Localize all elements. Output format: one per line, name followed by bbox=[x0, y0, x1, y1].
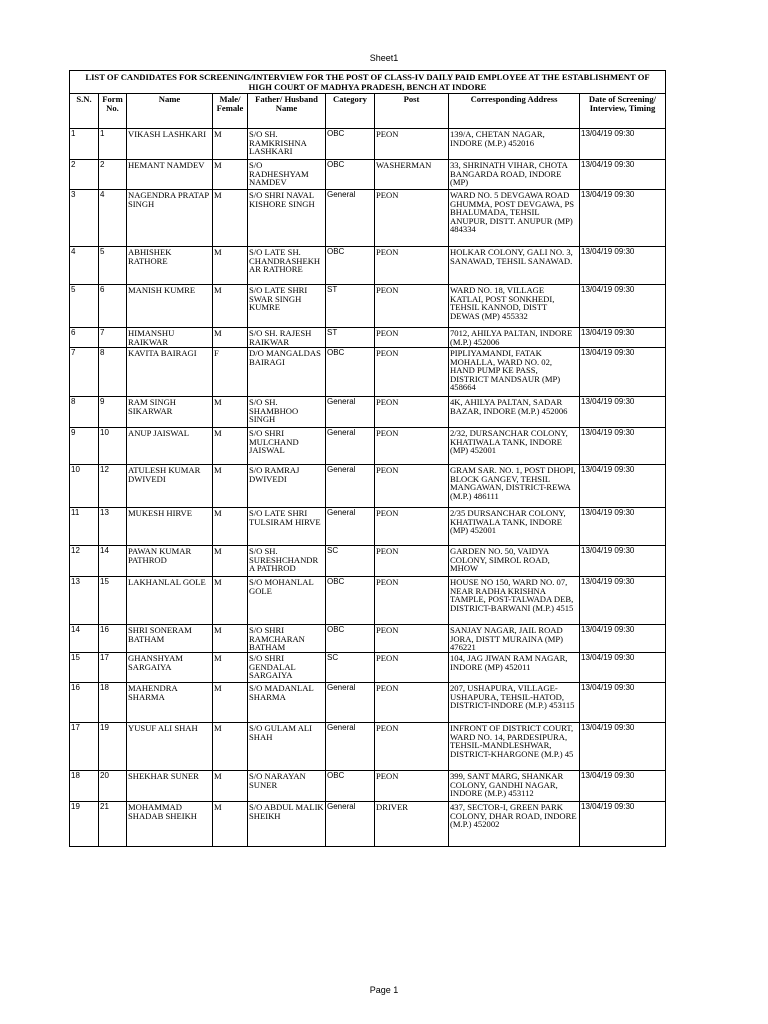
table-row bbox=[70, 397, 666, 428]
cell-gender: M bbox=[213, 771, 248, 802]
cell-name: GHANSHYAM SARGAIYA bbox=[127, 653, 213, 683]
cell-date-timing: 13/04/19 09:30 bbox=[580, 683, 666, 723]
cell-date-timing: 13/04/19 09:30 bbox=[580, 247, 666, 285]
cell-name: SHRI SONERAM BATHAM bbox=[127, 625, 213, 653]
cell-father-husband-name: S/O LATE SH. CHANDRASHEKHAR RATHORE bbox=[248, 247, 326, 285]
cell-form-no: 14 bbox=[99, 546, 127, 577]
cell-form-no: 16 bbox=[99, 625, 127, 653]
cell-date-timing: 13/04/19 09:30 bbox=[580, 802, 666, 847]
cell-address: GARDEN NO. 50, VAIDYA COLONY, SIMROL ROAD, MHOW bbox=[449, 546, 580, 577]
cell-date-timing: 13/04/19 09:30 bbox=[580, 285, 666, 328]
cell-category: General bbox=[326, 428, 375, 465]
cell-form-no: 17 bbox=[99, 653, 127, 683]
cell-name: LAKHANLAL GOLE bbox=[127, 577, 213, 625]
cell-post: PEON bbox=[375, 653, 449, 683]
cell-name: MANISH KUMRE bbox=[127, 285, 213, 328]
cell-name: NAGENDRA PRATAP SINGH bbox=[127, 190, 213, 247]
cell-name: YUSUF ALI SHAH bbox=[127, 723, 213, 771]
cell-father-husband-name: S/O SHRI RAMCHARAN BATHAM bbox=[248, 625, 326, 653]
cell-form-no: 12 bbox=[99, 465, 127, 508]
cell-sn: 13 bbox=[70, 577, 99, 625]
cell-address: 4K, AHILYA PALTAN, SADAR BAZAR, INDORE (M.P.) 452006 bbox=[449, 397, 580, 428]
header-father-husband-name: Father/ Husband Name bbox=[248, 94, 326, 129]
cell-address: 7012, AHILYA PALTAN, INDORE (M.P.) 452006 bbox=[449, 328, 580, 348]
cell-post: PEON bbox=[375, 683, 449, 723]
cell-date-timing: 13/04/19 09:30 bbox=[580, 190, 666, 247]
cell-post: PEON bbox=[375, 328, 449, 348]
cell-form-no: 15 bbox=[99, 577, 127, 625]
cell-post: PEON bbox=[375, 546, 449, 577]
cell-gender: M bbox=[213, 546, 248, 577]
cell-form-no: 20 bbox=[99, 771, 127, 802]
cell-sn: 18 bbox=[70, 771, 99, 802]
cell-name: SHEKHAR SUNER bbox=[127, 771, 213, 802]
table-row bbox=[70, 723, 666, 771]
cell-category: ST bbox=[326, 285, 375, 328]
header-category: Category bbox=[326, 94, 375, 129]
cell-sn: 11 bbox=[70, 508, 99, 546]
cell-category: SC bbox=[326, 546, 375, 577]
cell-name: RAM SINGH SIKARWAR bbox=[127, 397, 213, 428]
sheet-name: Sheet1 bbox=[369, 53, 399, 63]
cell-address: WARD NO. 18, VILLAGE KATLAI, POST SONKHEDI, TEHSIL KANNOD, DISTT DEWAS (MP) 455332 bbox=[449, 285, 580, 328]
cell-address: INFRONT OF DISTRICT COURT, WARD NO. 14, PARDESIPURA, TEHSIL-MANDLESHWAR, DISTRICT-KHARGONE (M.P.) 45 bbox=[449, 723, 580, 771]
cell-name: HEMANT NAMDEV bbox=[127, 160, 213, 190]
cell-post: DRIVER bbox=[375, 802, 449, 847]
cell-gender: M bbox=[213, 160, 248, 190]
cell-father-husband-name: S/O MOHANLAL GOLE bbox=[248, 577, 326, 625]
cell-post: PEON bbox=[375, 348, 449, 397]
cell-gender: M bbox=[213, 129, 248, 160]
cell-father-husband-name: S/O LATE SHRI TULSIRAM HIRVE bbox=[248, 508, 326, 546]
cell-category: OBC bbox=[326, 247, 375, 285]
cell-sn: 3 bbox=[70, 190, 99, 247]
cell-form-no: 6 bbox=[99, 285, 127, 328]
cell-post: PEON bbox=[375, 771, 449, 802]
cell-date-timing: 13/04/19 09:30 bbox=[580, 348, 666, 397]
cell-sn: 8 bbox=[70, 397, 99, 428]
cell-date-timing: 13/04/19 09:30 bbox=[580, 160, 666, 190]
cell-address: 207, USHAPURA, VILLAGE-USHAPURA, TEHSIL-HATOD, DISTRICT-INDORE (M.P.) 453115 bbox=[449, 683, 580, 723]
cell-sn: 12 bbox=[70, 546, 99, 577]
cell-address: 139/A, CHETAN NAGAR, INDORE (M.P.) 452016 bbox=[449, 129, 580, 160]
cell-date-timing: 13/04/19 09:30 bbox=[580, 508, 666, 546]
cell-date-timing: 13/04/19 09:30 bbox=[580, 397, 666, 428]
table-row bbox=[70, 328, 666, 348]
cell-sn: 5 bbox=[70, 285, 99, 328]
cell-date-timing: 13/04/19 09:30 bbox=[580, 428, 666, 465]
cell-address: GRAM SAR. NO. 1, POST DHOPI, BLOCK GANGEV, TEHSIL MANGAWAN, DISTRICT-REWA (M.P.) 486111 bbox=[449, 465, 580, 508]
table-row bbox=[70, 508, 666, 546]
table-row bbox=[70, 348, 666, 397]
cell-father-husband-name: S/O RAMRAJ DWIVEDI bbox=[248, 465, 326, 508]
cell-father-husband-name: S/O NARAYAN SUNER bbox=[248, 771, 326, 802]
cell-address: WARD NO. 5 DEVGAWA ROAD GHUMMA, POST DEVGAWA, PS BHALUMADA, TEHSIL ANUPUR, DISTT. ANUPUR (MP) 484334 bbox=[449, 190, 580, 247]
cell-date-timing: 13/04/19 09:30 bbox=[580, 546, 666, 577]
cell-form-no: 4 bbox=[99, 190, 127, 247]
cell-post: PEON bbox=[375, 508, 449, 546]
cell-gender: M bbox=[213, 285, 248, 328]
cell-post: PEON bbox=[375, 465, 449, 508]
cell-sn: 15 bbox=[70, 653, 99, 683]
cell-sn: 2 bbox=[70, 160, 99, 190]
cell-sn: 16 bbox=[70, 683, 99, 723]
cell-sn: 14 bbox=[70, 625, 99, 653]
cell-father-husband-name: S/O GULAM ALI SHAH bbox=[248, 723, 326, 771]
cell-address: 2/35 DURSANCHAR COLONY, KHATIWALA TANK, INDORE (MP) 452001 bbox=[449, 508, 580, 546]
cell-address: 399, SANT MARG, SHANKAR COLONY, GANDHI NAGAR, INDORE (M.P.) 453112 bbox=[449, 771, 580, 802]
cell-post: PEON bbox=[375, 723, 449, 771]
table-row bbox=[70, 247, 666, 285]
header-address: Corresponding Address bbox=[449, 94, 580, 129]
header-sn: S.N. bbox=[70, 94, 99, 129]
candidates-table bbox=[69, 70, 666, 847]
cell-gender: M bbox=[213, 247, 248, 285]
table-row bbox=[70, 625, 666, 653]
cell-father-husband-name: S/O SHRI MULCHAND JAISWAL bbox=[248, 428, 326, 465]
table-row bbox=[70, 190, 666, 247]
cell-sn: 9 bbox=[70, 428, 99, 465]
cell-gender: M bbox=[213, 723, 248, 771]
cell-date-timing: 13/04/19 09:30 bbox=[580, 129, 666, 160]
cell-name: MAHENDRA SHARMA bbox=[127, 683, 213, 723]
cell-post: PEON bbox=[375, 247, 449, 285]
cell-father-husband-name: S/O SH. RAJESH RAIKWAR bbox=[248, 328, 326, 348]
table-body bbox=[70, 129, 666, 847]
cell-category: OBC bbox=[326, 771, 375, 802]
cell-category: General bbox=[326, 802, 375, 847]
cell-gender: M bbox=[213, 653, 248, 683]
cell-gender: F bbox=[213, 348, 248, 397]
cell-sn: 6 bbox=[70, 328, 99, 348]
cell-father-husband-name: S/O ABDUL MALIK SHEIKH bbox=[248, 802, 326, 847]
cell-father-husband-name: S/O SHRI NAVAL KISHORE SINGH bbox=[248, 190, 326, 247]
cell-name: ATULESH KUMAR DWIVEDI bbox=[127, 465, 213, 508]
cell-father-husband-name: D/O MANGALDAS BAIRAGI bbox=[248, 348, 326, 397]
cell-post: PEON bbox=[375, 285, 449, 328]
table-row bbox=[70, 285, 666, 328]
cell-date-timing: 13/04/19 09:30 bbox=[580, 723, 666, 771]
cell-category: General bbox=[326, 723, 375, 771]
header-date-timing: Date of Screening/ Interview, Timing bbox=[580, 94, 666, 129]
cell-category: OBC bbox=[326, 348, 375, 397]
cell-name: KAVITA BAIRAGI bbox=[127, 348, 213, 397]
cell-address: HOUSE NO 150, WARD NO. 07, NEAR RADHA KRISHNA TAMPLE, POST-TALWADA DEB, DISTRICT-BARWANI (M.P.) 4515 bbox=[449, 577, 580, 625]
cell-sn: 4 bbox=[70, 247, 99, 285]
cell-father-husband-name: S/O SH. SURESHCHANDRA PATHROD bbox=[248, 546, 326, 577]
header-gender: Male/ Female bbox=[213, 94, 248, 129]
cell-date-timing: 13/04/19 09:30 bbox=[580, 328, 666, 348]
cell-post: PEON bbox=[375, 190, 449, 247]
cell-date-timing: 13/04/19 09:30 bbox=[580, 653, 666, 683]
cell-category: OBC bbox=[326, 129, 375, 160]
header-name: Name bbox=[127, 94, 213, 129]
table-row bbox=[70, 771, 666, 802]
cell-post: WASHERMAN bbox=[375, 160, 449, 190]
table-title: LIST OF CANDIDATES FOR SCREENING/INTERVIEW FOR THE POST OF CLASS-IV DAILY PAID EMPLOYEE AT THE ESTABLISHMENT OF HIGH COURT OF MADHYA PRADESH, BENCH AT INDORE bbox=[70, 71, 666, 94]
cell-gender: M bbox=[213, 328, 248, 348]
cell-sn: 1 bbox=[70, 129, 99, 160]
cell-post: PEON bbox=[375, 577, 449, 625]
cell-category: General bbox=[326, 508, 375, 546]
cell-category: General bbox=[326, 465, 375, 508]
cell-post: PEON bbox=[375, 129, 449, 160]
cell-name: MUKESH HIRVE bbox=[127, 508, 213, 546]
cell-address: 104, JAG JIWAN RAM NAGAR, INDORE (MP) 452011 bbox=[449, 653, 580, 683]
cell-form-no: 1 bbox=[99, 129, 127, 160]
cell-date-timing: 13/04/19 09:30 bbox=[580, 577, 666, 625]
cell-address: PIPLIYAMANDI, FATAK MOHALLA, WARD NO. 02, HAND PUMP KE PASS, DISTRICT MANDSAUR (MP) 458664 bbox=[449, 348, 580, 397]
header-post: Post bbox=[375, 94, 449, 129]
cell-address: SANJAY NAGAR, JAIL ROAD JORA, DISTT MURAINA (MP) 476221 bbox=[449, 625, 580, 653]
cell-date-timing: 13/04/19 09:30 bbox=[580, 771, 666, 802]
cell-name: HIMANSHU RAIKWAR bbox=[127, 328, 213, 348]
cell-name: PAWAN KUMAR PATHROD bbox=[127, 546, 213, 577]
cell-father-husband-name: S/O SH. RAMKRISHNA LASHKARI bbox=[248, 129, 326, 160]
cell-form-no: 13 bbox=[99, 508, 127, 546]
cell-form-no: 7 bbox=[99, 328, 127, 348]
table-row bbox=[70, 428, 666, 465]
cell-father-husband-name: S/O SH. SHAMBHOO SINGH bbox=[248, 397, 326, 428]
header-form-no: Form No. bbox=[99, 94, 127, 129]
table-row bbox=[70, 653, 666, 683]
cell-category: SC bbox=[326, 653, 375, 683]
cell-category: General bbox=[326, 683, 375, 723]
cell-father-husband-name: S/O SHRI GENDALAL SARGAIYA bbox=[248, 653, 326, 683]
cell-category: OBC bbox=[326, 160, 375, 190]
table-row bbox=[70, 683, 666, 723]
header-row bbox=[70, 94, 666, 129]
cell-category: OBC bbox=[326, 625, 375, 653]
cell-name: ANUP JAISWAL bbox=[127, 428, 213, 465]
cell-name: MOHAMMAD SHADAB SHEIKH bbox=[127, 802, 213, 847]
cell-form-no: 18 bbox=[99, 683, 127, 723]
cell-father-husband-name: S/O MADANLAL SHARMA bbox=[248, 683, 326, 723]
cell-address: 437, SECTOR-I, GREEN PARK COLONY, DHAR ROAD, INDORE (M.P.) 452002 bbox=[449, 802, 580, 847]
cell-father-husband-name: S/O RADHESHYAM NAMDEV bbox=[248, 160, 326, 190]
cell-form-no: 19 bbox=[99, 723, 127, 771]
table-row bbox=[70, 465, 666, 508]
cell-gender: M bbox=[213, 508, 248, 546]
table-row bbox=[70, 160, 666, 190]
cell-form-no: 8 bbox=[99, 348, 127, 397]
cell-form-no: 2 bbox=[99, 160, 127, 190]
cell-gender: M bbox=[213, 802, 248, 847]
cell-sn: 7 bbox=[70, 348, 99, 397]
table-row bbox=[70, 129, 666, 160]
cell-gender: M bbox=[213, 577, 248, 625]
cell-name: VIKASH LASHKARI bbox=[127, 129, 213, 160]
cell-sn: 19 bbox=[70, 802, 99, 847]
cell-date-timing: 13/04/19 09:30 bbox=[580, 625, 666, 653]
table-row bbox=[70, 802, 666, 847]
cell-gender: M bbox=[213, 683, 248, 723]
cell-post: PEON bbox=[375, 397, 449, 428]
table-row bbox=[70, 577, 666, 625]
cell-category: OBC bbox=[326, 577, 375, 625]
cell-category: General bbox=[326, 190, 375, 247]
cell-address: HOLKAR COLONY, GALI NO. 3, SANAWAD, TEHSIL SANAWAD. bbox=[449, 247, 580, 285]
cell-form-no: 5 bbox=[99, 247, 127, 285]
cell-gender: M bbox=[213, 190, 248, 247]
cell-form-no: 10 bbox=[99, 428, 127, 465]
cell-post: PEON bbox=[375, 625, 449, 653]
cell-gender: M bbox=[213, 397, 248, 428]
table-row bbox=[70, 546, 666, 577]
cell-gender: M bbox=[213, 465, 248, 508]
cell-post: PEON bbox=[375, 428, 449, 465]
cell-address: 2/32, DURSANCHAR COLONY, KHATIWALA TANK, INDORE (MP) 452001 bbox=[449, 428, 580, 465]
cell-category: ST bbox=[326, 328, 375, 348]
cell-father-husband-name: S/O LATE SHRI SWAR SINGH KUMRE bbox=[248, 285, 326, 328]
cell-name: ABHISHEK RATHORE bbox=[127, 247, 213, 285]
cell-sn: 17 bbox=[70, 723, 99, 771]
cell-category: General bbox=[326, 397, 375, 428]
cell-gender: M bbox=[213, 625, 248, 653]
cell-form-no: 9 bbox=[99, 397, 127, 428]
cell-date-timing: 13/04/19 09:30 bbox=[580, 465, 666, 508]
cell-address: 33, SHRINATH VIHAR, CHOTA BANGARDA ROAD, INDORE (MP) bbox=[449, 160, 580, 190]
cell-sn: 10 bbox=[70, 465, 99, 508]
cell-gender: M bbox=[213, 428, 248, 465]
page-number: Page 1 bbox=[369, 985, 399, 995]
cell-form-no: 21 bbox=[99, 802, 127, 847]
